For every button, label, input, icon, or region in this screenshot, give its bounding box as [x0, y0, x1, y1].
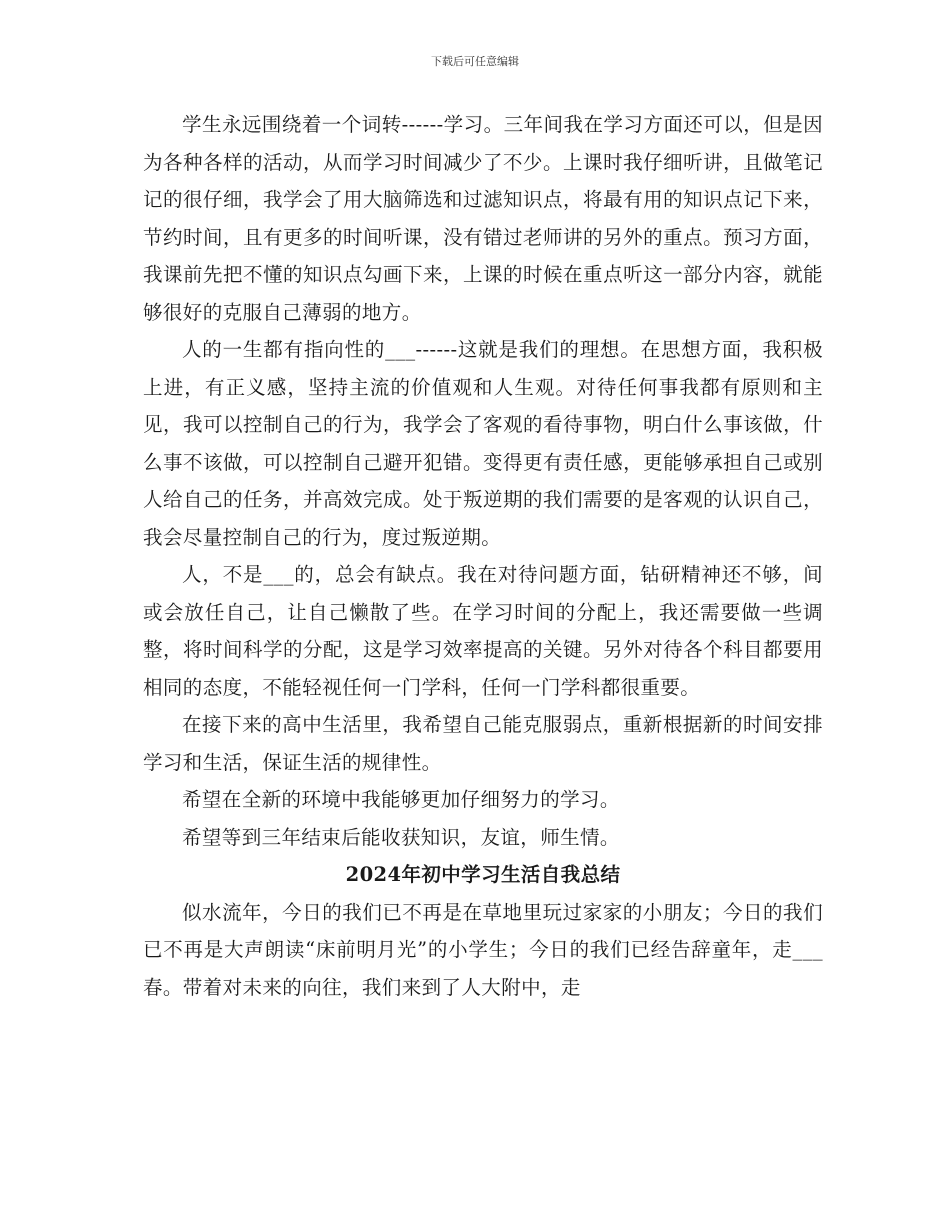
paragraph-hope-harvest: 希望等到三年结束后能收获知识，友谊，师生情。: [182, 825, 620, 849]
paragraph-intro: 似水流年，今日的我们已不再是在草地里玩过家家的小朋友；今日的我们已不再是大声朗读“床前明月光”的小学生；今日的我们已经告辞童年，走___春。带着对未来的向往，我们来到了人大附中，走: [143, 900, 823, 999]
section-heading: 2024年初中学习生活自我总结: [345, 863, 621, 886]
document-body: [143, 106, 823, 1006]
paragraph-shortcomings: 人，不是___的，总会有缺点。我在对待问题方面，钻研精神还不够，间或会放任自己，让自己懒散了些。在学习时间的分配上，我还需要做一些调整，将时间科学的分配，这是学习效率提高的关键。另外对待各个科目都要用相同的态度，不能轻视任何一门学科，任何一门学科都很重要。: [143, 563, 823, 699]
paragraph-high-school-plan: 在接下来的高中生活里，我希望自己能克服弱点，重新根据新的时间安排学习和生活，保证生活的规律性。: [143, 713, 823, 774]
page-header-note: 下载后可任意编辑: [431, 55, 519, 68]
paragraph-ideals: 人的一生都有指向性的___------这就是我们的理想。在思想方面，我积极上进，有正义感，坚持主流的价值观和人生观。对待任何事我都有原则和主见，我可以控制自己的行为，我学会了客观的看待事物，明白什么事该做，什么事不该做，可以控制自己避开犯错。变得更有责任感，更能够承担自己或别人给自己的任务，并高效完成。处于叛逆期的我们需要的是客观的认识自己，我会尽量控制自己的行为，度过叛逆期。: [143, 338, 823, 549]
paragraph-hope-study: 希望在全新的环境中我能够更加仔细努力的学习。: [182, 788, 620, 811]
paragraph-study: 学生永远围绕着一个词转------学习。三年间我在学习方面还可以，但是因为各种各样的活动，从而学习时间减少了不少。上课时我仔细听讲，且做笔记记的很仔细，我学会了用大脑筛选和过滤知识点，将最有用的知识点记下来，节约时间，且有更多的时间听课，没有错过老师讲的另外的重点。预习方面，我课前先把不懂的知识点勾画下来，上课的时候在重点听这一部分内容，就能够很好的克服自己薄弱的地方。: [143, 113, 823, 324]
